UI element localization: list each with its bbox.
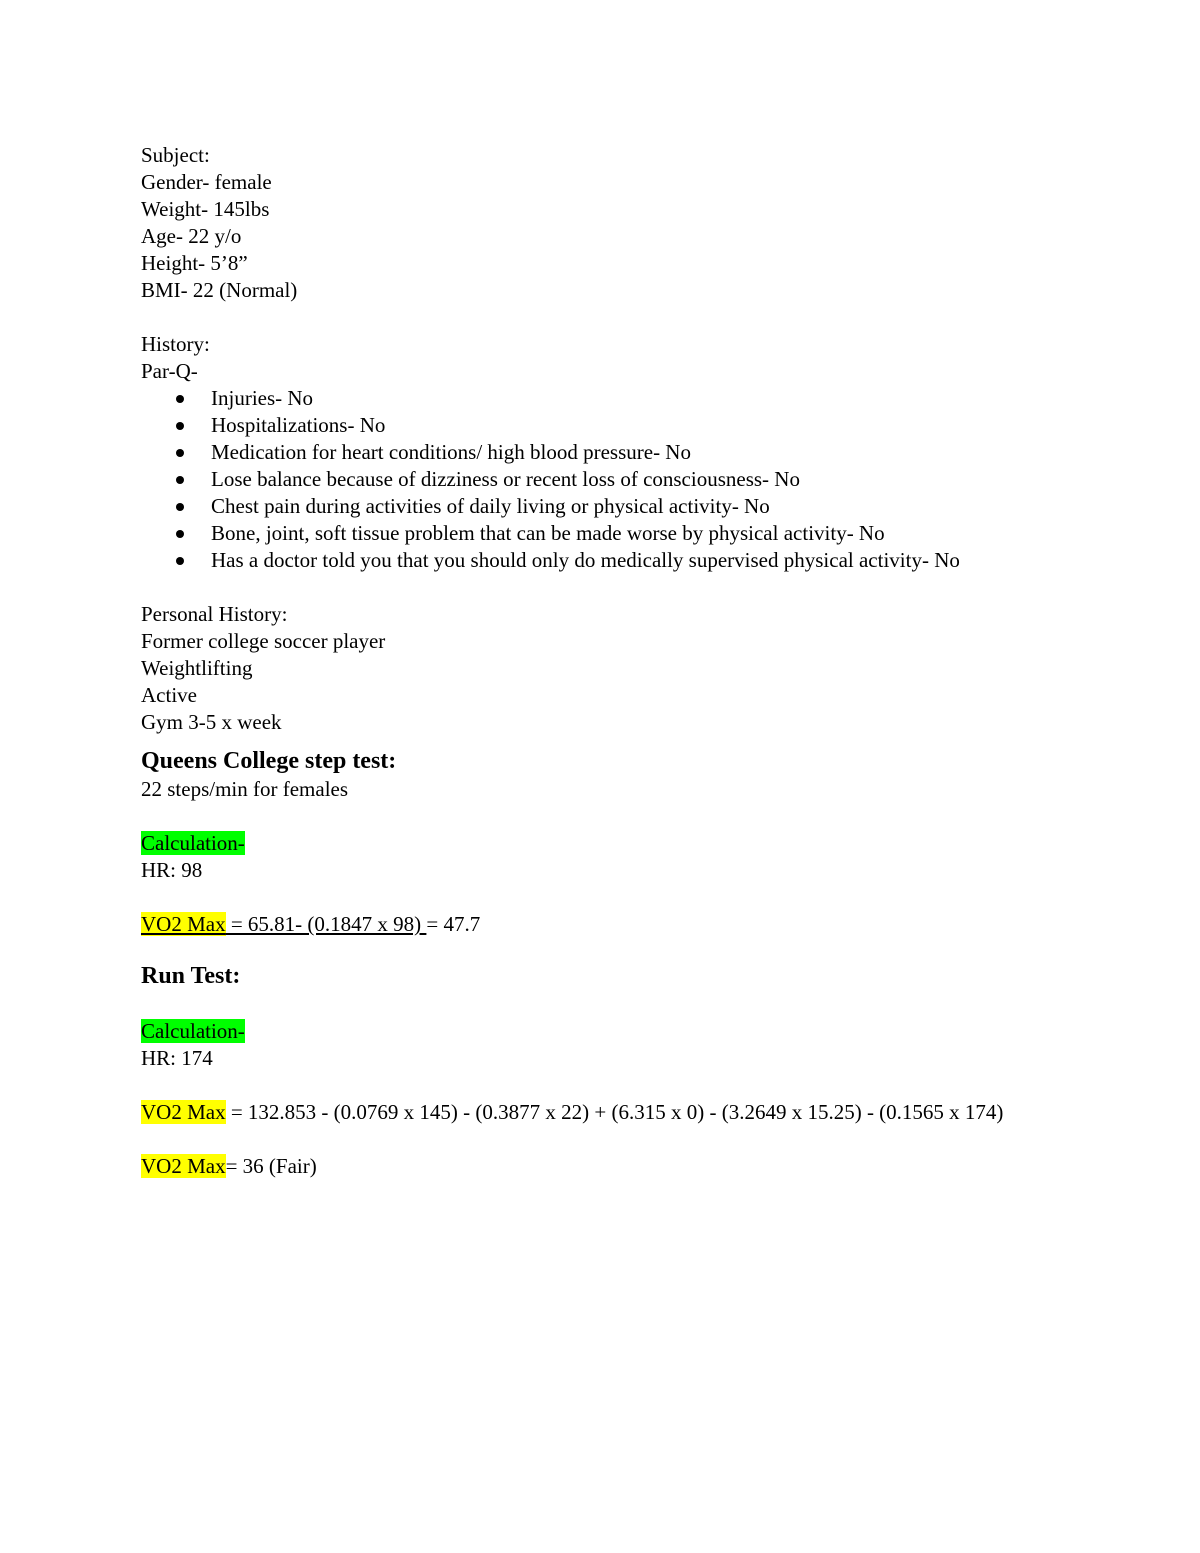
run-test-heading: Run Test:: [141, 963, 241, 989]
step-test-vo2-label: VO2 Max: [141, 912, 226, 936]
parq-item-balance: Lose balance because of dizziness or recent loss of consciousness- No: [211, 467, 800, 491]
parq-item-doctor: Has a doctor told you that you should only do medically supervised physical activity- No: [211, 548, 960, 572]
spacer: [141, 884, 1071, 911]
list-item: [141, 439, 1071, 466]
step-test-vo2-result: = 47.7: [426, 912, 481, 936]
subject-weight: Weight- 145lbs: [141, 197, 270, 221]
parq-item-medication: Medication for heart conditions/ high blood pressure- No: [211, 440, 691, 464]
run-test-result-line: [141, 1153, 1071, 1180]
bullet-icon: [176, 557, 184, 565]
run-test-vo2-line: [141, 1099, 1066, 1126]
step-test-vo2-formula: = 65.81- (0.1847 x 98): [225, 912, 427, 936]
personal-history-item: Former college soccer player: [141, 629, 386, 653]
run-test-result-label: VO2 Max: [141, 1154, 226, 1178]
parq-item-injuries: Injuries- No: [211, 386, 314, 410]
bullet-icon: [176, 530, 184, 538]
spacer: [141, 1126, 1071, 1153]
parq-item-chest-pain: Chest pain during activities of daily living or physical activity- No: [211, 494, 770, 518]
subject-heading: Subject:: [141, 143, 210, 167]
step-test-vo2-line: [141, 911, 1071, 938]
list-item: [141, 466, 1071, 493]
personal-history-item: Weightlifting: [141, 656, 253, 680]
parq-list: [141, 385, 1071, 574]
run-test-result-value: = 36 (Fair): [225, 1154, 317, 1178]
list-item: [141, 520, 1071, 547]
step-test-hr: HR: 98: [141, 858, 203, 882]
step-test-heading: Queens College step test:: [141, 748, 397, 774]
spacer: [141, 803, 1071, 830]
run-test-vo2-formula: = 132.853 - (0.0769 x 145) - (0.3877 x 22) + (6.315 x 0) - (3.2649 x 15.25) - (0.1565 x 174): [225, 1100, 1004, 1124]
spacer: [141, 574, 1071, 601]
spacer: [141, 1072, 1071, 1099]
subject-gender: Gender- female: [141, 170, 272, 194]
history-heading: History:: [141, 332, 210, 356]
list-item: [141, 385, 1071, 412]
subject-age: Age- 22 y/o: [141, 224, 242, 248]
bullet-icon: [176, 476, 184, 484]
personal-history-heading: Personal History:: [141, 602, 288, 626]
subject-height: Height- 5’8”: [141, 251, 248, 275]
bullet-icon: [176, 503, 184, 511]
bullet-icon: [176, 422, 184, 430]
document-body: [141, 142, 1071, 1180]
parq-item-bone-joint: Bone, joint, soft tissue problem that can be made worse by physical activity- No: [211, 521, 885, 545]
list-item: [141, 493, 1071, 520]
step-test-calc-label: Calculation-: [141, 831, 245, 855]
bullet-icon: [176, 449, 184, 457]
parq-item-hospitalizations: Hospitalizations- No: [211, 413, 386, 437]
parq-label: Par-Q-: [141, 359, 198, 383]
list-item: [141, 547, 1071, 574]
step-test-calc-line: [141, 830, 1071, 857]
step-test-subtitle: 22 steps/min for females: [141, 777, 349, 801]
personal-history-item: Active: [141, 683, 197, 707]
personal-history-item: Gym 3-5 x week: [141, 710, 282, 734]
subject-bmi: BMI- 22 (Normal): [141, 278, 298, 302]
run-test-calc-line: [141, 1018, 1071, 1045]
run-test-calc-label: Calculation-: [141, 1019, 245, 1043]
spacer: [141, 991, 1071, 1018]
run-test-hr: HR: 174: [141, 1046, 213, 1070]
run-test-vo2-label: VO2 Max: [141, 1100, 226, 1124]
bullet-icon: [176, 395, 184, 403]
spacer: [141, 304, 1071, 331]
list-item: [141, 412, 1071, 439]
